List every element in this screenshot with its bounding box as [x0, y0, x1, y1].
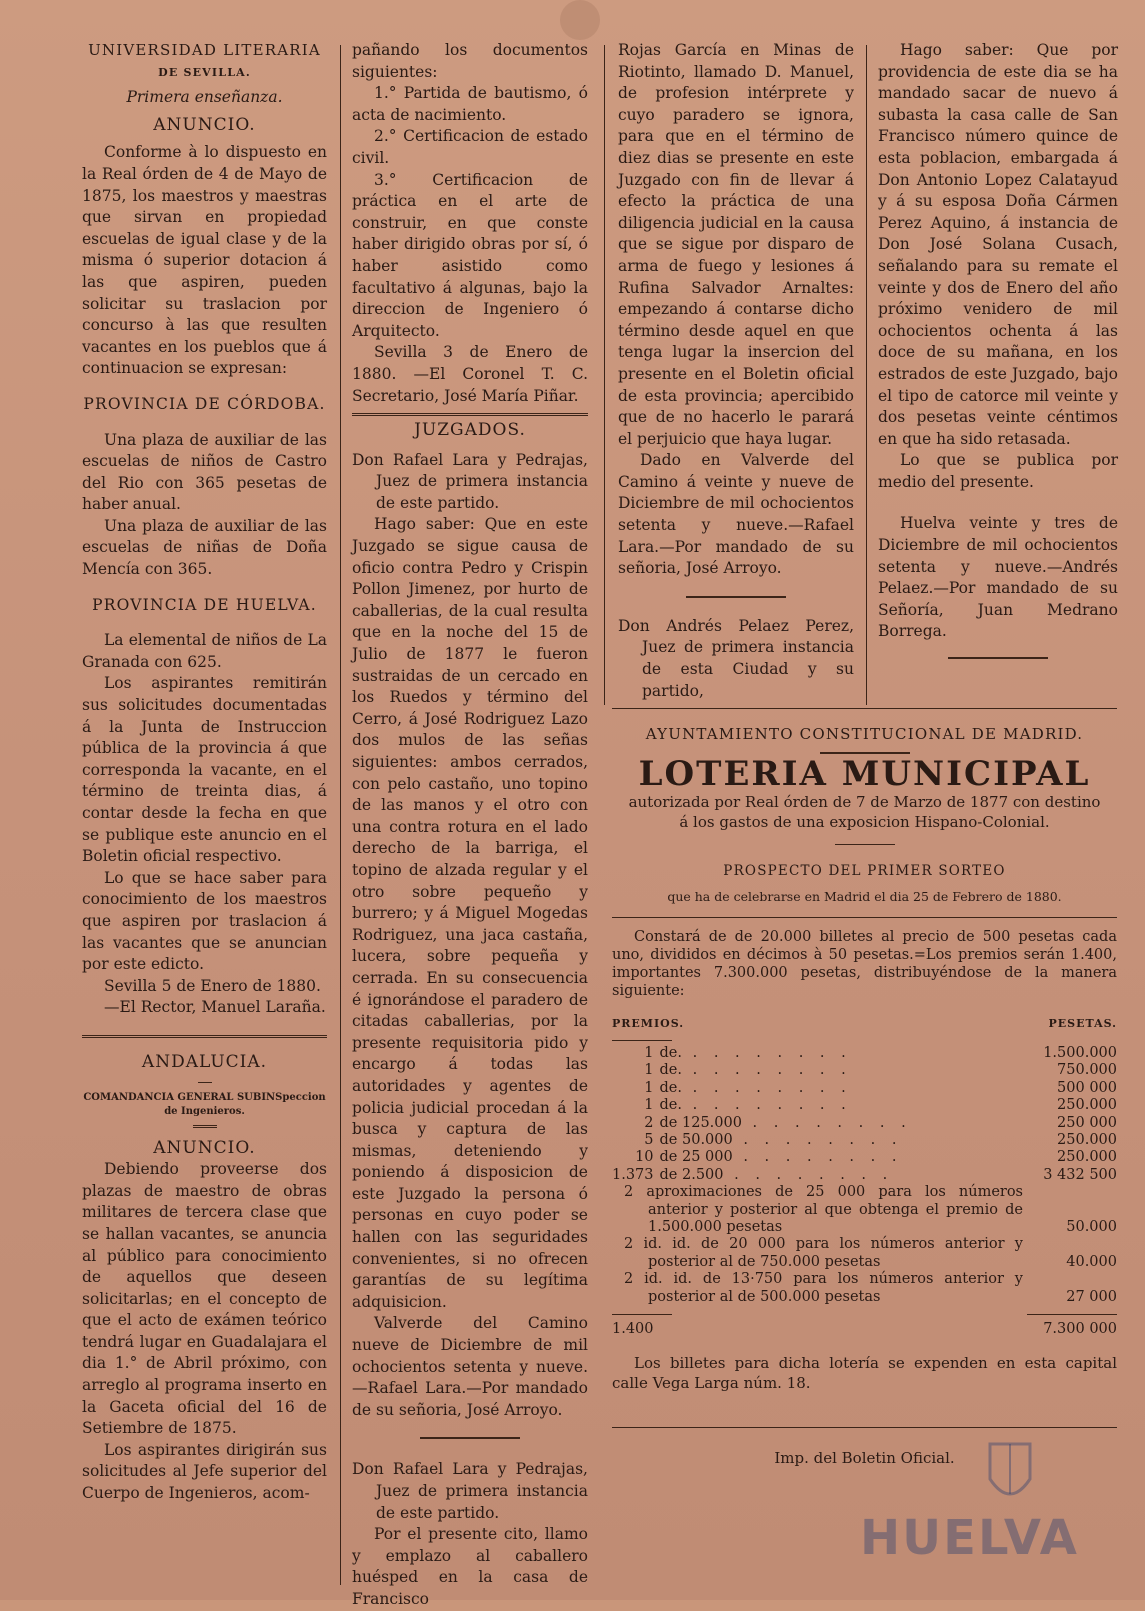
anuncio-heading: ANUNCIO.: [153, 1137, 256, 1158]
paragraph: Hago saber: Que en este Juzgado se sigue causa de oficio contra Pedro y Crispin Pollon Jimenez, por hurto de caballerias, de la cual resulta que en la noche del 15 de Julio de 1877 le fueron sustraidas de un cercado en los Ruedos y término del Cerro, á José Rodriguez Lazo dos mulos de las señas siguientes: ambos cerrados, con pelo castaño, uno topino de las manos y el otro con una contra rotura en el lado derecho de la barriga, el topino de alzada regular y el otro sobre pequeño y burrero; y á Miguel Mogedas Rodriguez, una jaca castaña, lucera, sobre pequeña y cerrada. En su consecuencia é ignorándose el paradero de citadas caballerias, por la presente requisitoria pido y encargo á todas las autoridades y agentes de policia judicial procedan á la busca y captura de las mismas, deteniendo y poniendo á disposicion de este Juzgado la persona ó personas en cuyo poder se hallen con las seguridades convenientes, si no ofrecen garantías de su legítima adquisicion.: [352, 515, 588, 1311]
short-rule: [612, 1040, 672, 1041]
section-rule: [612, 708, 1117, 709]
column-header-pesetas: PESETAS.: [1048, 1017, 1117, 1030]
total-pesetas: 7.300 000: [1043, 1321, 1117, 1338]
paragraph: Una plaza de auxiliar de las escuelas de niños de Castro del Rio con 365 pesetas de haber anual.: [82, 430, 327, 514]
approximations: [612, 1184, 1117, 1306]
draw-date: que ha de celebrarse en Madrid el dia 25 de Febrero de 1880.: [667, 889, 1062, 904]
approx-value: 27 000: [1066, 1288, 1117, 1305]
ornament-rule: [686, 596, 786, 598]
prize-row: [612, 1115, 1117, 1132]
prize-table: [612, 1045, 1117, 1184]
approximation-row: [612, 1271, 1117, 1306]
short-rule: [198, 1082, 212, 1083]
paragraph: Dado en Valverde del Camino á veinte y nueve de Diciembre de mil ochocientos setenta y nueve.—Rafael Lara.—Por mandado de su señoria, José Arroyo.: [618, 451, 854, 578]
university-subheading: DE SEVILLA.: [158, 65, 251, 79]
prize-value: 250 000: [1057, 1114, 1117, 1131]
section-subject: Primera enseñanza.: [126, 88, 283, 107]
paragraph: Los aspirantes remitirán sus solicitudes documentadas á la Junta de Instruccion pública de la provincia á que corresponda la vacante, en el término de treinta dias, á contar desde la fecha en que se publique este anuncio en el Boletin oficial respectivo.: [82, 674, 327, 866]
judge-heading: Don Rafael Lara y Pedrajas, Juez de primera instancia de este partido.: [352, 450, 588, 512]
paragraph: Por el presente cito, llamo y emplazo al caballero huésped en la casa de Francisco: [352, 1525, 588, 1608]
sale-text: Los billetes para dicha lotería se expenden en esta capital calle Vega Larga núm. 18.: [612, 1354, 1117, 1393]
section-divider: [82, 1035, 327, 1038]
column-rule: [340, 45, 341, 1585]
prize-value: 750.000: [1057, 1062, 1117, 1079]
ayuntamiento-heading: AYUNTAMIENTO CONSTITUCIONAL DE MADRID.: [645, 725, 1084, 743]
imprint: Imp. del Boletin Oficial.: [774, 1449, 955, 1468]
paragraph: Huelva veinte y tres de Diciembre de mil ochocientos setenta y nueve.—Andrés Pelaez.—Por mandado de su Señoría, Juan Medrano Borrega.: [878, 514, 1118, 641]
ornament-rule: [948, 657, 1048, 659]
prize-value: 250.000: [1057, 1132, 1117, 1149]
paragraph: Una plaza de auxiliar de las escuelas de niñas de Doña Mencía con 365.: [82, 516, 327, 579]
approximation-row: [612, 1184, 1117, 1236]
leader-dots: . . . . . . . .: [732, 1132, 903, 1149]
comandancia-heading: COMANDANCIA GENERAL SUBINSpeccion de Ingenieros.: [83, 1091, 326, 1117]
prize-description: de. . . . . . . . .: [659, 1062, 852, 1079]
archive-seal: [860, 1440, 1080, 1566]
paragraph: Conforme à lo dispuesto en la Real órden de 4 de Mayo de 1875, los maestros y maestras que sirvan en propiedad escuelas de igual clase y de la misma ó superior dotacion á las que aspiren, pueden solicitar su traslacion por concurso à las que resulten vacantes en los pueblos que á continuacion se expresan:: [82, 143, 327, 378]
andalucia-heading: ANDALUCIA.: [141, 1051, 268, 1072]
approx-value: 40.000: [1066, 1253, 1117, 1270]
totals-rules: [612, 1314, 1117, 1315]
crest-icon: [980, 1434, 1040, 1514]
paragraph: Hago saber: Que por providencia de este dia se ha mandado sacar de nuevo á subasta la casa calle de San Francisco número quince de esta poblacion, embargada á Don Antonio Lopez Calatayud y á su esposa Doña Cármen Perez Aquino, á instancia de Don José Solana Cusach, señalando para su remate el veinte y dos de Enero del año próximo venidero de mil ochocientos ochenta á las doce de su mañana, en los estrados de este Juzgado, bajo el tipo de catorce mil veinte y dos pesetas veinte céntimos en que ha sido retasada.: [878, 41, 1118, 448]
prize-description: de. . . . . . . . .: [659, 1079, 852, 1096]
prize-row: [612, 1080, 1117, 1097]
leader-dots: . . . . . . . .: [682, 1079, 852, 1096]
paragraph: Debiendo proveerse dos plazas de maestro de obras militares de tercera clase que se hallan vacantes, se anuncia al público para conocimiento de aquellos que deseen solicitarlas; en el concepto de que el acto de exámen teórico tendrá lugar en Guadalajara el dia 1.° de Abril próximo, con arreglo al programa inserto en la Gaceta oficial del 16 de Setiembre de 1875.: [82, 1160, 327, 1438]
lottery-announcement: [612, 718, 1117, 1468]
prize-description: de. . . . . . . . .: [659, 1045, 852, 1061]
prize-quantity: 1.373: [612, 1166, 654, 1183]
prize-quantity: 1: [644, 1062, 654, 1079]
judge-heading: Don Andrés Pelaez Perez, Juez de primera instancia de esta Ciudad y su partido,: [618, 616, 854, 700]
paragraph: 1.° Partida de bautismo, ó acta de nacimiento.: [352, 84, 588, 124]
column-2: [352, 40, 588, 1611]
prize-value: 1.500.000: [1043, 1045, 1117, 1061]
prize-description: de 2.500 . . . . . . . .: [659, 1166, 894, 1183]
prize-row: [612, 1062, 1117, 1079]
table-header: [612, 1014, 1117, 1034]
leader-dots: . . . . . . . .: [723, 1166, 894, 1183]
prize-quantity: 10: [635, 1149, 654, 1166]
leader-dots: . . . . . . . .: [682, 1097, 852, 1114]
paragraph: Lo que se publica por medio del presente.: [878, 451, 1118, 491]
stain: [560, 0, 600, 40]
approx-text: 2 id. id. de 20 000 para los números anterior y posterior al de 750.000 pesetas: [624, 1236, 1023, 1270]
prize-quantity: 1: [644, 1097, 654, 1114]
university-heading: UNIVERSIDAD LITERARIA: [88, 41, 321, 59]
prize-row: [612, 1045, 1117, 1062]
column-rule: [866, 45, 867, 705]
prize-value: 3 432 500: [1043, 1166, 1117, 1183]
leader-dots: . . . . . . . .: [732, 1149, 903, 1166]
rule: [612, 917, 1117, 918]
prize-value: 250.000: [1057, 1097, 1117, 1114]
approx-value: 50.000: [1066, 1219, 1117, 1236]
column-rule: [604, 45, 605, 705]
leader-dots: . . . . . . . .: [682, 1062, 852, 1079]
seal-text: HUELVA: [860, 1510, 1079, 1566]
paragraph: Los aspirantes dirigirán sus solicitudes al Jefe superior del Cuerpo de Ingenieros, acom-: [82, 1440, 327, 1503]
prize-quantity: 1: [644, 1079, 654, 1096]
anuncio-heading: ANUNCIO.: [153, 114, 256, 135]
paragraph: Rojas García en Minas de Riotinto, llamado D. Manuel, de profesion intérprete y cuyo paradero se ignora, para que en el término de diez dias se presente en este Juzgado con fin de llevar á efecto la práctica de una diligencia judicial en la causa que se sigue por disparo de arma de fuego y lesiones á Rufina Salvador Arnaltes: empezando á contarse dicho término desde aquel en que tenga lugar la insercion del presente en el Boletin oficial de esta provincia; apercibido que de no hacerlo le parará el perjuicio que haya lugar.: [618, 41, 854, 448]
paragraph: pañando los documentos siguientes:: [352, 41, 588, 81]
column-4: [878, 40, 1118, 673]
lottery-title: LOTERIA MUNICIPAL: [638, 754, 1091, 794]
total-prizes: 1.400: [612, 1321, 654, 1338]
prize-description: de. . . . . . . . .: [659, 1097, 852, 1114]
approximation-row: [612, 1236, 1117, 1271]
prize-row: [612, 1097, 1117, 1114]
short-rule: [835, 844, 895, 845]
authorization-text: autorizada por Real órden de 7 de Marzo de 1877 con destino á los gastos de una exposicion Hispano-Colonial.: [628, 793, 1101, 831]
prize-value: 500 000: [1057, 1079, 1117, 1096]
prize-quantity: 5: [644, 1132, 654, 1149]
date-line: Sevilla 5 de Enero de 1880.: [104, 976, 321, 995]
judge-heading: Don Rafael Lara y Pedrajas, Juez de primera instancia de este partido.: [352, 1460, 588, 1522]
approx-text: 2 id. id. de 13·750 para los números anterior y posterior al de 500.000 pesetas: [624, 1271, 1023, 1305]
prospecto-heading: PROSPECTO DEL PRIMER SORTEO: [723, 863, 1006, 879]
prize-row: [612, 1149, 1117, 1166]
prize-quantity: 1: [644, 1045, 654, 1061]
juzgados-heading: JUZGADOS.: [414, 420, 526, 441]
section-divider: [352, 413, 588, 416]
prize-value: 250.000: [1057, 1149, 1117, 1166]
prize-description: de 25 000 . . . . . . . .: [659, 1149, 903, 1166]
column-3: [618, 40, 854, 702]
paragraph: La elemental de niños de La Granada con 625.: [82, 631, 327, 671]
province-heading: PROVINCIA DE CÓRDOBA.: [83, 394, 326, 413]
intro-text: Constará de de 20.000 billetes al precio de 500 pesetas cada uno, divididos en décimos à 50 pesetas.=Los premios serán 1.400, importantes 7.300.000 pesetas, distribuyéndose de la manera siguiente:: [612, 929, 1117, 999]
rule: [612, 1427, 1117, 1428]
paragraph: Valverde del Camino nueve de Diciembre de mil ochocientos setenta y nueve.—Rafael Lara.—Por mandado de su señoria, José Arroyo.: [352, 1314, 588, 1419]
leader-dots: . . . . . . . .: [741, 1114, 912, 1131]
paragraph: 3.° Certificacion de práctica en el arte de construir, en que conste haber dirigido obras por sí, ó haber asistido como facultativo á algunas, bajo la direccion de Ingeniero ó Arquitecto.: [352, 170, 588, 340]
approx-text: 2 aproximaciones de 25 000 para los números anterior y posterior al que obtenga el premio de 1.500.000 pesetas: [624, 1184, 1023, 1236]
signature-line: Sevilla 3 de Enero de 1880. —El Coronel T. C. Secretario, José María Piñar.: [352, 343, 588, 405]
short-rule: [193, 1125, 217, 1128]
province-heading: PROVINCIA DE HUELVA.: [92, 595, 317, 614]
prize-description: de 50.000 . . . . . . . .: [659, 1132, 903, 1149]
paragraph: 2.° Certificacion de estado civil.: [352, 127, 588, 167]
prize-description: de 125.000 . . . . . . . .: [659, 1114, 912, 1131]
prize-quantity: 2: [644, 1114, 654, 1131]
prize-row: [612, 1132, 1117, 1149]
ornament-rule: [420, 1437, 520, 1439]
prize-row: [612, 1167, 1117, 1184]
signature-line: —El Rector, Manuel Laraña.: [104, 998, 326, 1017]
leader-dots: . . . . . . . .: [682, 1045, 852, 1061]
paragraph: Lo que se hace saber para conocimiento de los maestros que aspiren por traslacion á las vacantes que se anuncian por este edicto.: [82, 868, 327, 974]
totals-row: [612, 1319, 1117, 1339]
column-1: [82, 40, 327, 1505]
column-header-premios: PREMIOS.: [612, 1017, 685, 1030]
